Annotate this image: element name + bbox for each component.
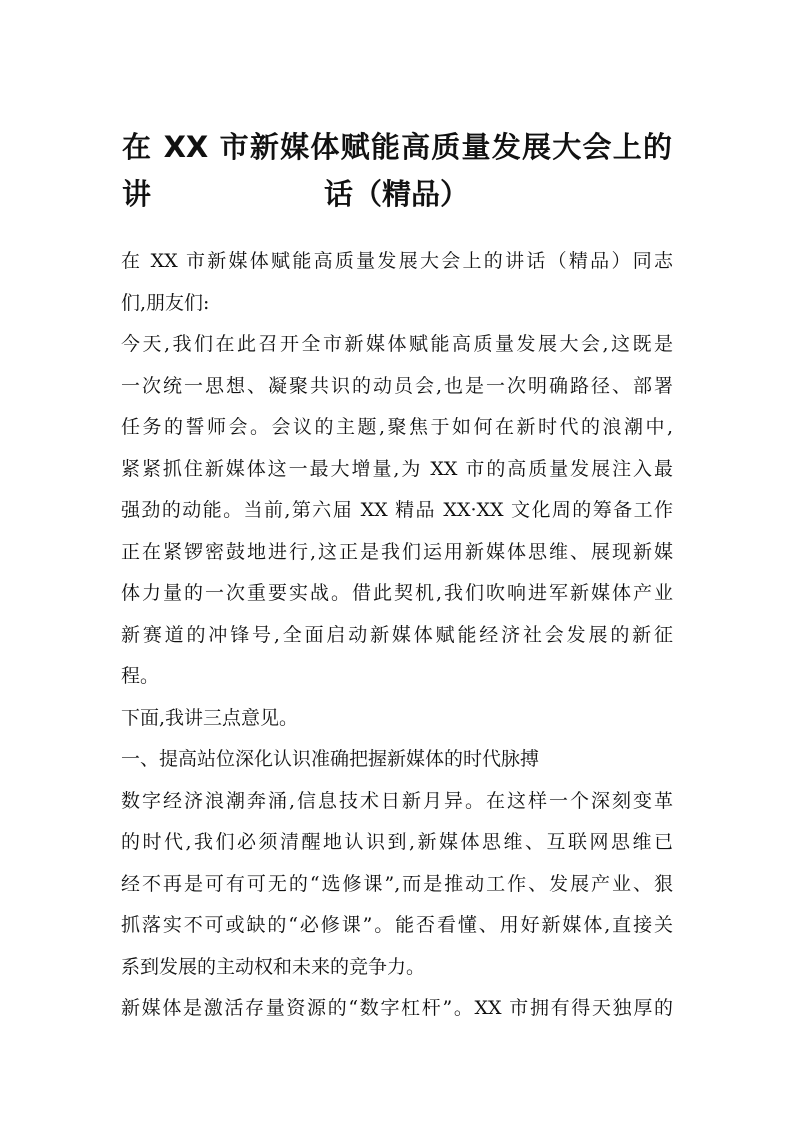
body-text-line: 今天,我们在此召开全市新媒体赋能高质量发展大会,这既是 [121,333,673,355]
body-text-line: 们,朋友们: [121,291,210,314]
document-title-line-1: 在 XX 市新媒体赋能高质量发展大会上的讲 [122,130,672,211]
body-text-line: 新媒体是激活存量资源的“数字杠杆”。XX 市拥有得天独厚的 [121,997,673,1019]
body-text-line: 数字经济浪潮奔涌,信息技术日新月异。在这样一个深刻变革 [121,789,673,812]
document-title-line-2: 话（精品） [323,177,469,211]
body-text-line: 强劲的动能。当前,第六届 XX 精品 XX·XX 文化周的筹备工作 [121,499,673,521]
body-text-line: 紧紧抓住新媒体这一最大增量,为 XX 市的高质量发展注入最 [121,457,673,480]
body-text-line: 系到发展的主动权和未来的竞争力。 [121,955,426,978]
body-text-line: 的时代,我们必须清醒地认识到,新媒体思维、互联网思维已 [121,831,673,853]
body-text-line: 一、提高站位深化认识准确把握新媒体的时代脉搏 [121,748,540,770]
body-text-line: 在 XX 市新媒体赋能高质量发展大会上的讲话（精品）同志 [121,250,673,272]
body-text-line: 程。 [121,665,160,687]
body-text-line: 经不再是可有可无的“选修课”,而是推动工作、发展产业、狠 [121,872,673,895]
body-text-line: 抓落实不可或缺的“必修课”。能否看懂、用好新媒体,直接关 [121,914,673,936]
body-text-line: 下面,我讲三点意见。 [121,706,299,729]
document-body [121,241,673,1030]
body-text-line: 任务的誓师会。会议的主题,聚焦于如何在新时代的浪潮中, [121,416,673,438]
body-text-line: 新赛道的冲锋号,全面启动新媒体赋能经济社会发展的新征 [121,623,673,646]
body-text-line: 正在紧锣密鼓地进行,这正是我们运用新媒体思维、展现新媒 [121,540,673,563]
body-text-line: 一次统一思想、凝聚共识的动员会,也是一次明确路径、部署 [121,374,673,397]
body-text-line: 体力量的一次重要实战。借此契机,我们吹响进军新媒体产业 [121,582,673,604]
